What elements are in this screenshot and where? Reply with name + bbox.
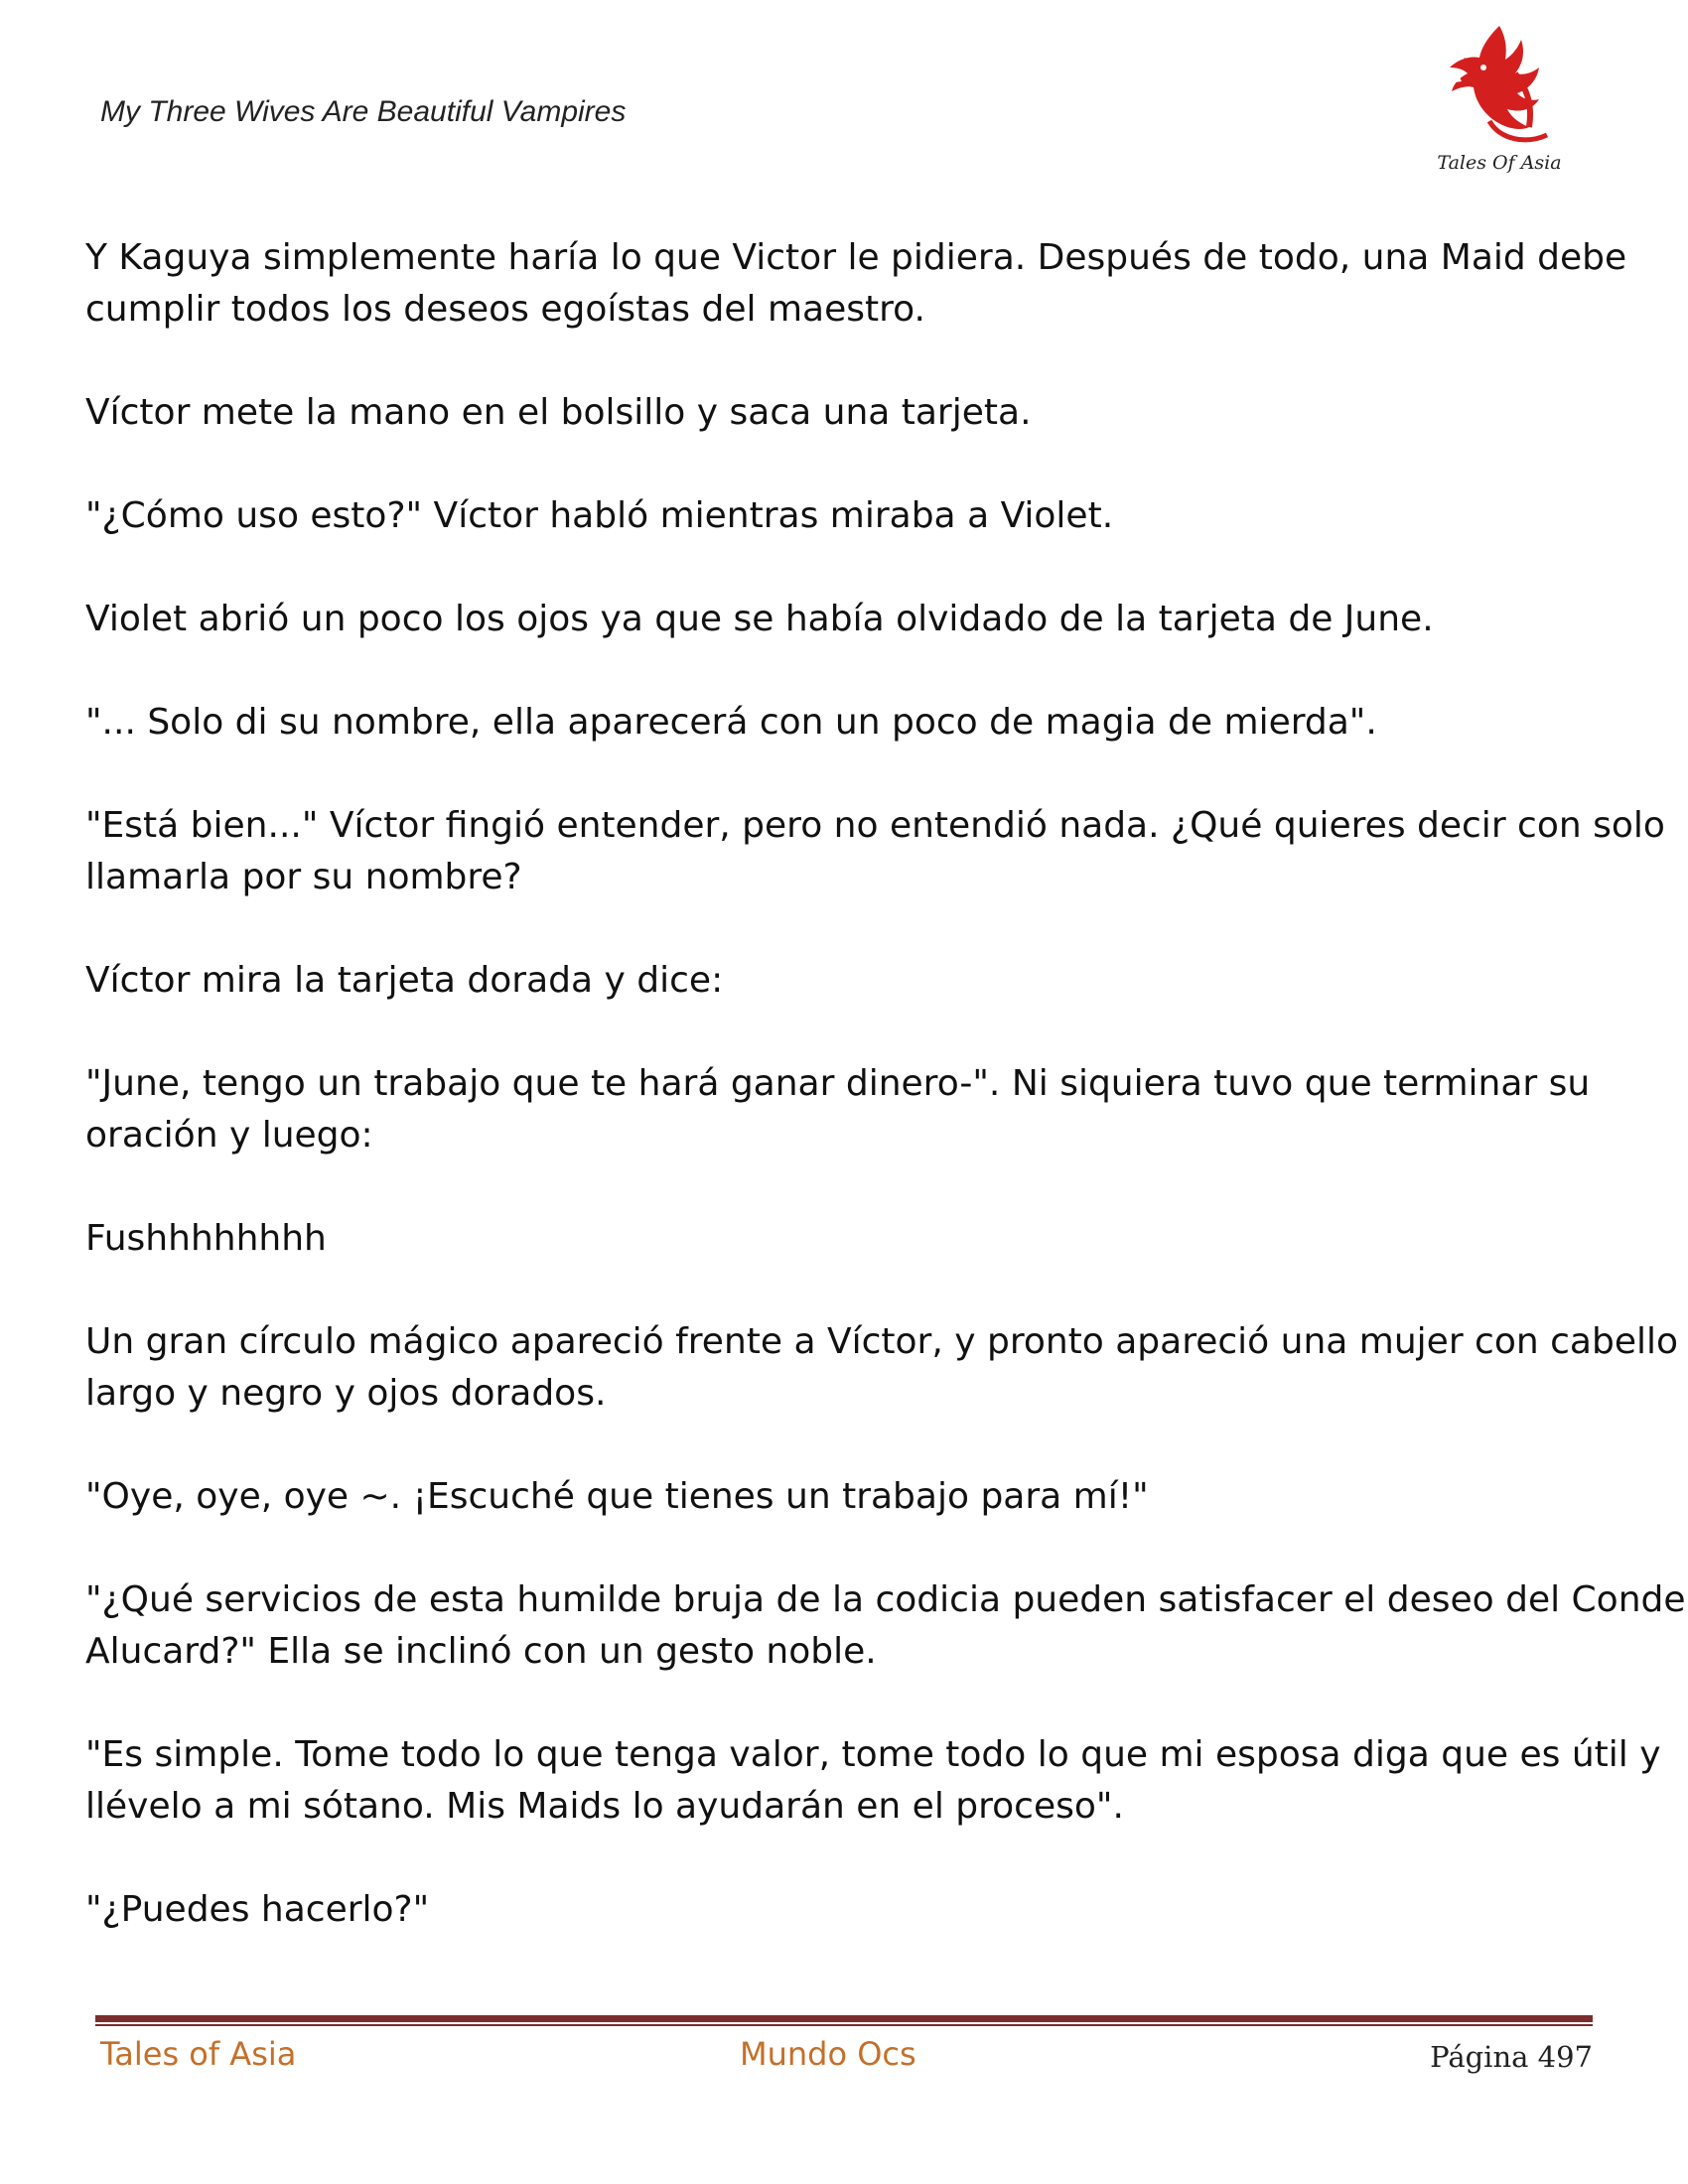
paragraph-line: Alucard?" Ella se inclinó con un gesto noble. [85, 1631, 877, 1672]
paragraph [85, 1316, 1679, 1420]
paragraph-line: "Oye, oye, oye ~. ¡Escuché que tienes un trabajo para mí!" [85, 1476, 1149, 1517]
paragraph-line: "Está bien..." Víctor fingió entender, pero no entendió nada. ¿Qué quieres decir con solo [85, 805, 1665, 846]
paragraph-line: largo y negro y ojos dorados. [85, 1373, 607, 1414]
paragraph [85, 1574, 1686, 1678]
paragraph-line: oración y luego: [85, 1115, 373, 1156]
paragraph [85, 1213, 1615, 1265]
paragraph [85, 697, 1615, 749]
paragraph-line: llévelo a mi sótano. Mis Maids lo ayudarán en el proceso". [85, 1786, 1124, 1827]
paragraph [85, 490, 1615, 542]
paragraph-line: "June, tengo un trabajo que te hará ganar dinero-". Ni siquiera tuvo que terminar su [85, 1063, 1591, 1104]
paragraph [85, 955, 1615, 1007]
paragraph-line: Un gran círculo mágico apareció frente a Víctor, y pronto apareció una mujer con cabello [85, 1321, 1679, 1362]
paragraph-line: Y Kaguya simplemente haría lo que Victor le pidiera. Después de todo, una Maid debe [85, 237, 1627, 278]
page-body [85, 232, 1686, 1987]
paragraph [85, 387, 1615, 439]
paragraph [85, 800, 1665, 903]
paragraph-line: Víctor mira la tarjeta dorada y dice: [85, 960, 724, 1001]
footer-source: Mundo Ocs [740, 2035, 916, 2073]
paragraph-line: Fushhhhhhhh [85, 1218, 327, 1259]
red-dragon-icon [1430, 18, 1569, 152]
paragraph-line: "... Solo di su nombre, ella aparecerá con un poco de magia de mierda". [85, 702, 1377, 743]
paragraph-line: "¿Cómo uso esto?" Víctor habló mientras miraba a Violet. [85, 495, 1114, 536]
logo-text: Tales Of Asia [1437, 152, 1562, 174]
paragraph-line: "¿Qué servicios de esta humilde bruja de la codicia pueden satisfacer el deseo del Conde [85, 1579, 1686, 1620]
paragraph [85, 1884, 1615, 1936]
footer-publisher: Tales of Asia [100, 2035, 297, 2073]
page-number: Página 497 [1430, 2040, 1593, 2074]
tales-of-asia-logo [1430, 18, 1569, 182]
paragraph-line: "¿Puedes hacerlo?" [85, 1889, 430, 1930]
paragraph [85, 1729, 1661, 1833]
paragraph [85, 1471, 1615, 1523]
paragraph-line: cumplir todos los deseos egoístas del maestro. [85, 289, 925, 330]
paragraph-line: Víctor mete la mano en el bolsillo y saca una tarjeta. [85, 392, 1032, 433]
paragraph-line: llamarla por su nombre? [85, 857, 522, 897]
paragraph-line: Violet abrió un poco los ojos ya que se había olvidado de la tarjeta de June. [85, 599, 1434, 639]
footer-divider [95, 2015, 1593, 2026]
paragraph [85, 594, 1615, 645]
paragraph-line: "Es simple. Tome todo lo que tenga valor, tome todo lo que mi esposa diga que es útil y [85, 1734, 1661, 1775]
book-title: My Three Wives Are Beautiful Vampires [100, 95, 627, 128]
paragraph [85, 1058, 1615, 1161]
paragraph [85, 232, 1627, 336]
